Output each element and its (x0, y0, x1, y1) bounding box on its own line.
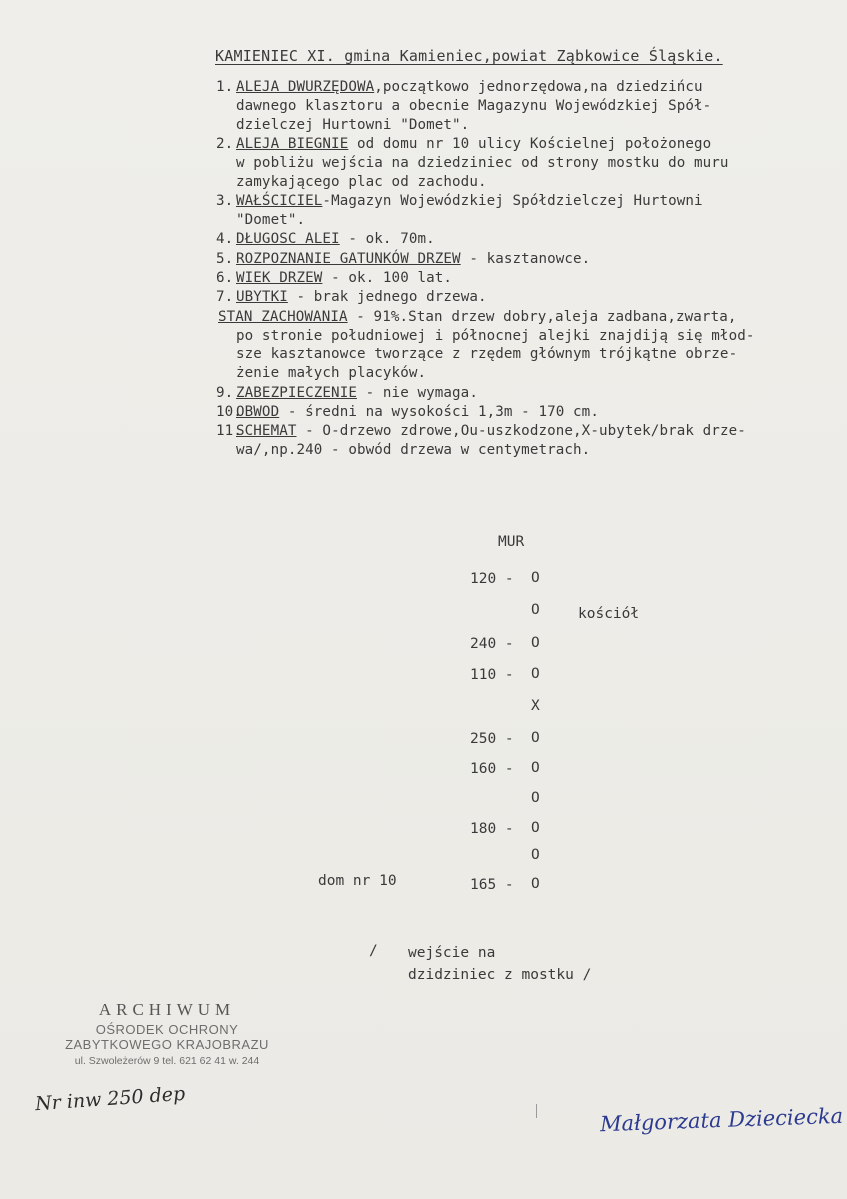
tree-girth: 120 - (470, 571, 514, 587)
item-text: - kasztanowce. (460, 250, 591, 267)
stamp-line2: OŚRODEK OCHRONY (95, 1022, 239, 1037)
item-title: OBWOD (236, 403, 280, 420)
item-title: WAŁŚCICIEL (236, 192, 323, 209)
item-number: 10. (216, 403, 242, 420)
stamp-line4: ul. Szwoleżerów 9 tel. 621 62 41 w. 244 (74, 1055, 260, 1067)
tree-symbol: O (531, 790, 540, 806)
house-label: dom nr 10 (318, 873, 397, 889)
item-continuation: w pobliżu wejścia na dziedziniec od strony mostku do muru zamykającego plac od zachodu. (236, 154, 729, 190)
stamp-line1: ARCHIWUM (98, 1000, 236, 1019)
item-continuation: wa/,np.240 - obwód drzewa w centymetrach. (236, 442, 591, 459)
document-heading: KAMIENIEC XI. gmina Kamieniec,powiat Ząbkowice Śląskie. (215, 47, 723, 65)
item-number: 6. (216, 269, 234, 286)
tree-symbol: O (531, 666, 540, 682)
tree-girth: 180 - (470, 821, 514, 837)
tree-symbol: X (531, 698, 540, 714)
archive-stamp (52, 1000, 282, 1067)
inventory-note: Nr inw 250 dep (34, 1082, 186, 1116)
margin-tick (536, 1104, 537, 1118)
item-number: 11. (216, 423, 242, 440)
item-number: 7. (216, 289, 234, 306)
item-text: od domu nr 10 ulicy Kościelnej położonego (348, 135, 712, 152)
item-continuation: "Domet". (236, 211, 306, 228)
tree-girth: 110 - (470, 667, 514, 683)
item-text: -Magazyn Wojewódzkiej Spółdzielczej Hurtowni (322, 192, 703, 209)
tree-symbol: O (531, 602, 540, 618)
tree-girth: 250 - (470, 731, 514, 747)
tree-symbol: O (531, 847, 540, 863)
signature: Małgorzata Dzieciecka (599, 1103, 844, 1137)
item-title: DŁUGOSC ALEI (236, 231, 340, 248)
item-number: 9. (216, 384, 234, 401)
item-title: UBYTKI (236, 289, 288, 306)
item-continuation: po stronie południowej i północnej alejki znajdiją się młod- sze kasztanowce tworzące z rzędem głównym trójkątne obrze- żenie małych placyków. (236, 327, 755, 382)
tree-girth: 165 - (470, 877, 514, 893)
item-title: STAN ZACHOWANIA (218, 308, 348, 325)
item-number: 2. (216, 135, 234, 152)
item-text: - ok. 100 lat. (322, 269, 453, 286)
item-title: SCHEMAT (236, 423, 297, 440)
tree-symbol: O (531, 760, 540, 776)
item-text: - brak jednego drzewa. (287, 289, 487, 306)
tree-symbol: O (531, 635, 540, 651)
item-number: 3. (216, 192, 234, 209)
tree-symbol: O (531, 820, 540, 836)
entrance-line1: wejście na (408, 945, 496, 961)
item-text: - ok. 70m. (339, 231, 435, 248)
item-title: ALEJA BIEGNIE (236, 135, 349, 152)
item-number: 1. (216, 79, 234, 95)
item-text: - 91%.Stan drzew dobry,aleja zadbana,zwarta, (347, 308, 737, 325)
item-text: ,początkowo jednorzędowa,na dziedzińcu (374, 79, 703, 95)
wall-label: MUR (498, 534, 525, 550)
item-number: 5. (216, 250, 234, 267)
entrance-line2: dzidziniec z mostku / (408, 967, 592, 983)
stamp-line3: ZABYTKOWEGO KRAJOBRAZU (65, 1037, 269, 1052)
item-text: - O-drzewo zdrowe,Ou-uszkodzone,X-ubytek/brak drze- (296, 423, 746, 440)
item-text: - nie wymaga. (356, 384, 478, 401)
tree-symbol: O (531, 876, 540, 892)
entrance-slash: / (369, 943, 378, 959)
tree-symbol: O (531, 730, 540, 746)
item-continuation: dawnego klasztoru a obecnie Magazynu Wojewódzkiej Spół- dzielczej Hurtowni "Domet". (236, 97, 712, 133)
item-number: 4. (216, 231, 234, 248)
item-title: ALEJA DWURZĘDOWA (236, 79, 375, 95)
item-title: WIEK DRZEW (236, 269, 323, 286)
tree-symbol: O (531, 570, 540, 586)
item-text: - średni na wysokości 1,3m - 170 cm. (279, 403, 599, 420)
church-label: kościół (578, 606, 640, 622)
item-title: ROZPOZNANIE GATUNKÓW DRZEW (236, 250, 461, 267)
tree-girth: 160 - (470, 761, 514, 777)
tree-girth: 240 - (470, 636, 514, 652)
item-title: ZABEZPIECZENIE (236, 384, 357, 401)
